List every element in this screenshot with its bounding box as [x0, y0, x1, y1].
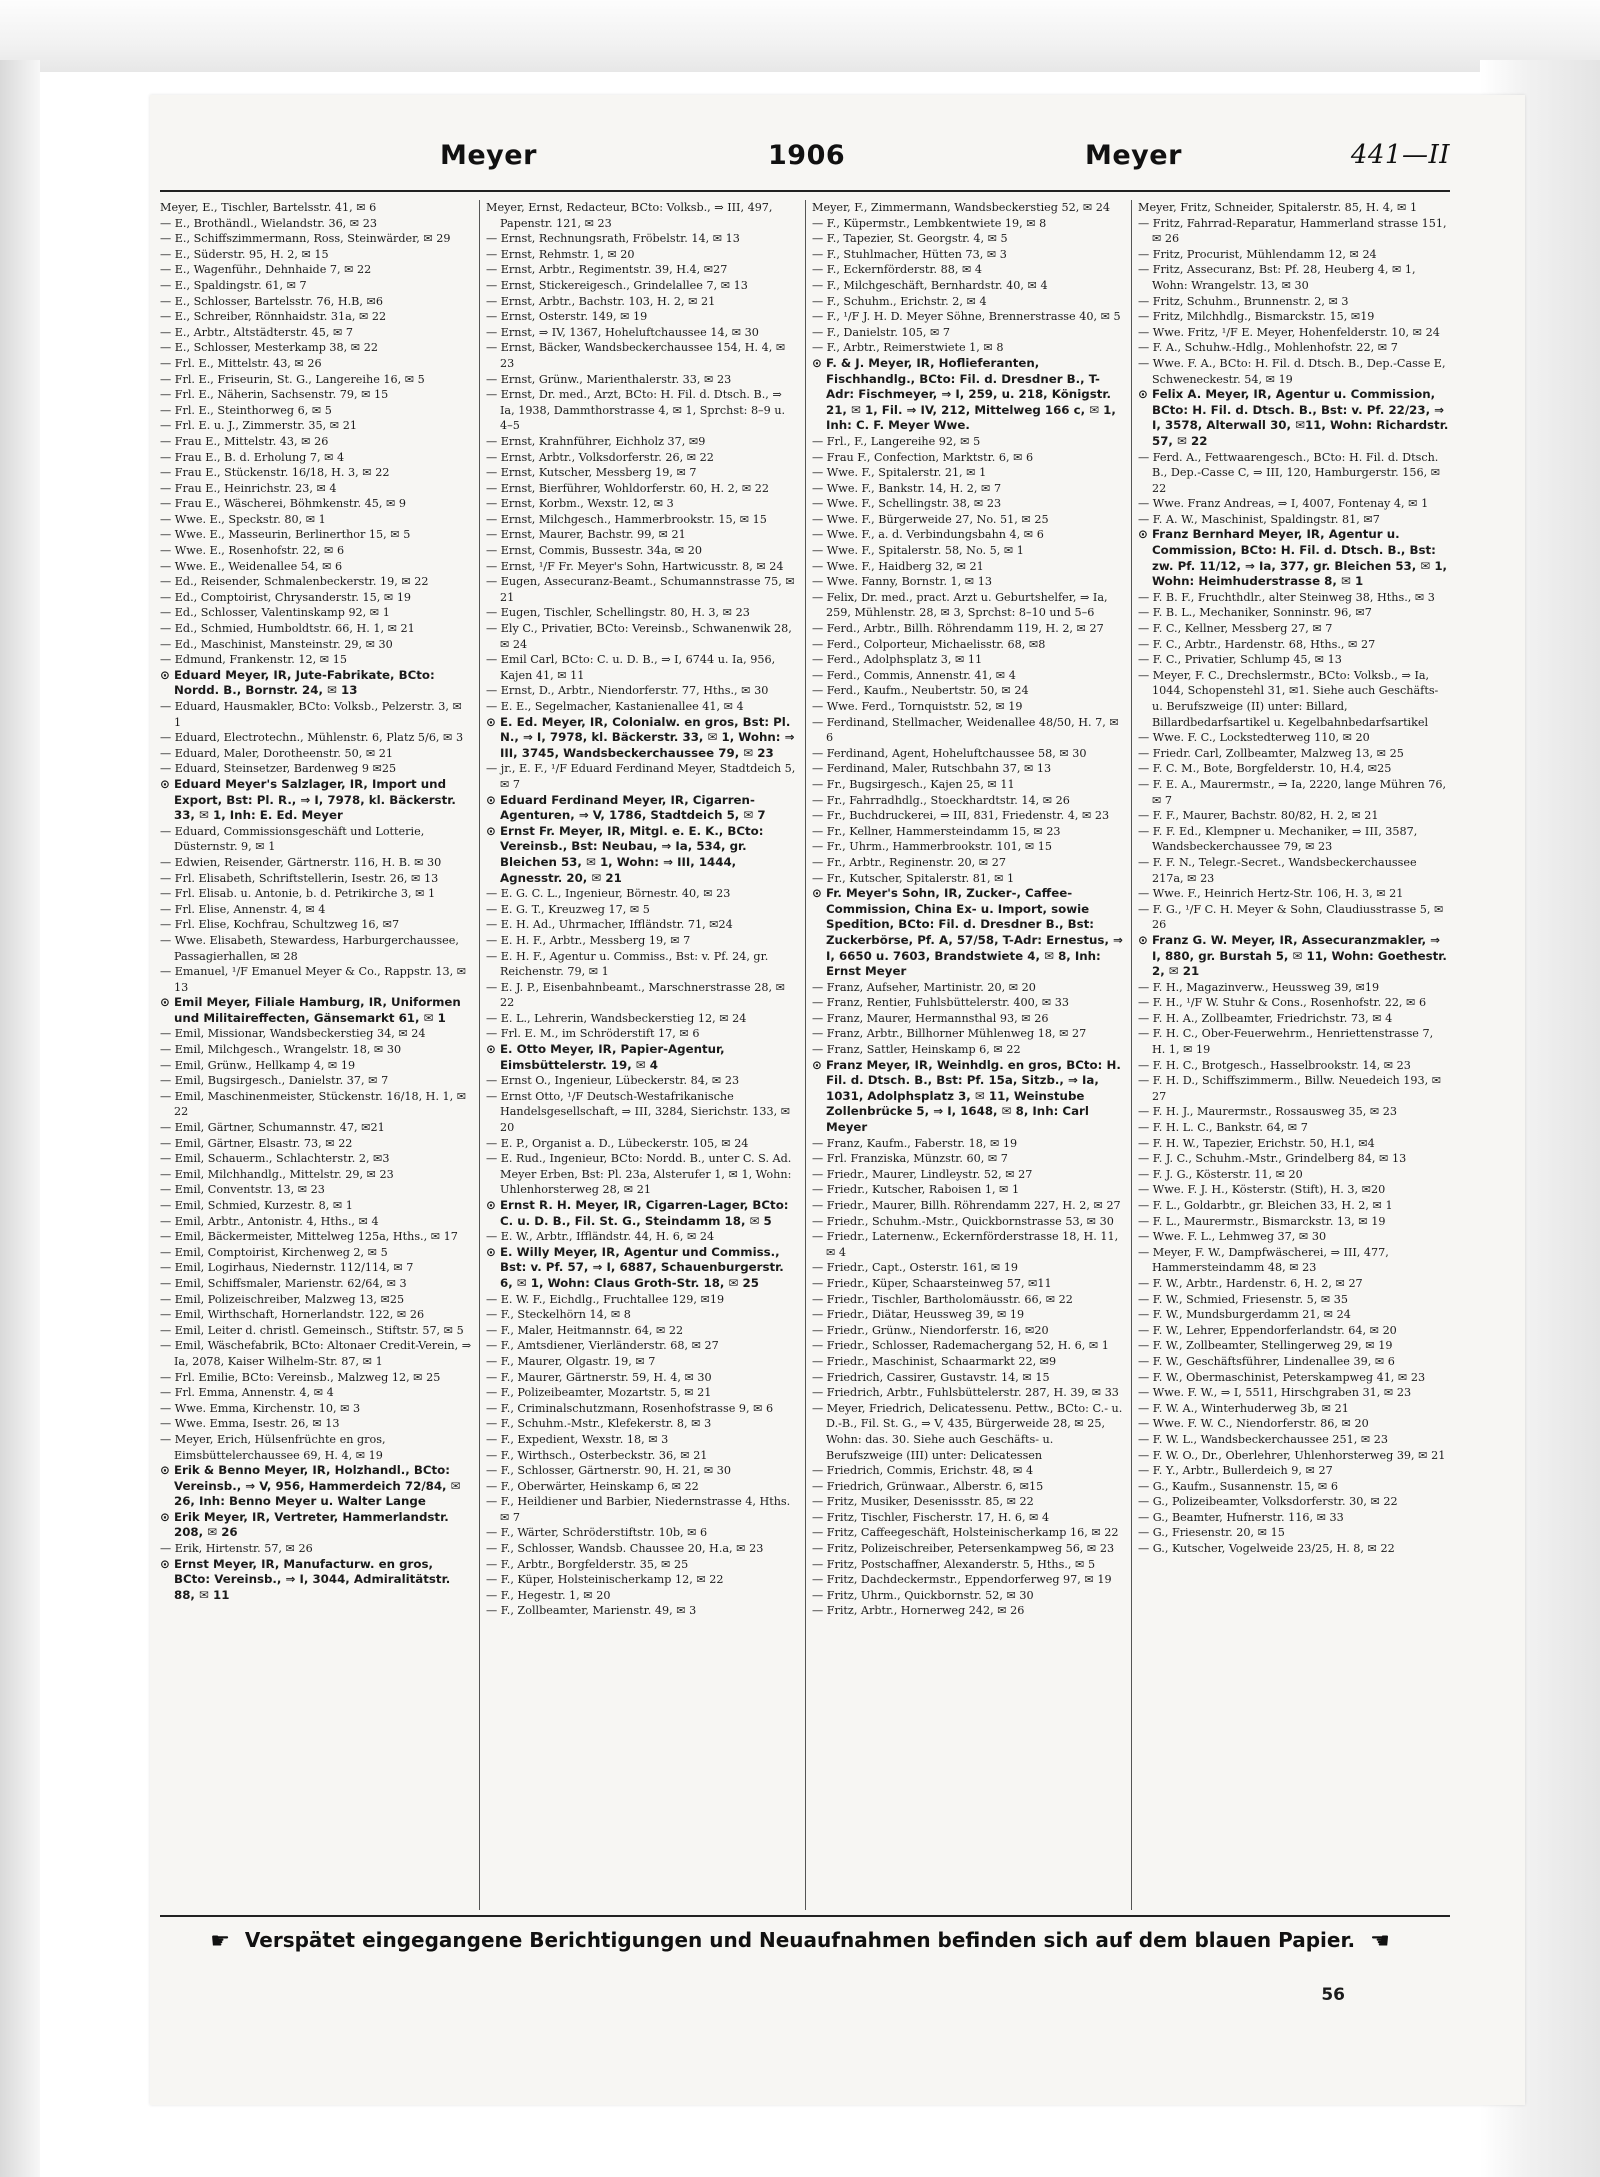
directory-entry: — F. H. D., Schiffszimmerm., Billw. Neuedeich 193, ✉ 27: [1138, 1074, 1442, 1103]
directory-entry: — Ernst, Rehmstr. 1, ✉ 20: [486, 247, 635, 261]
directory-entry: — E., Spaldingstr. 61, ✉ 7: [160, 278, 307, 292]
directory-entry: — F. W., Lehrer, Eppendorferlandstr. 64, ✉ 20: [1138, 1323, 1397, 1337]
directory-entry: — F., Schlosser, Gärtnerstr. 90, H. 21, ✉ 30: [486, 1464, 732, 1478]
directory-entry: — Fr., Uhrm., Hammerbrookstr. 101, ✉ 15: [812, 840, 1053, 854]
directory-entry: — Ferd., Kaufm., Neubertstr. 50, ✉ 24: [812, 684, 1029, 698]
directory-entry: — E. H. Ad., Uhrmacher, Iffländstr. 71, ✉24: [486, 918, 733, 932]
directory-entry: — F. H., ¹/F W. Stuhr & Cons., Rosenhofstr. 22, ✉ 6: [1138, 996, 1427, 1010]
firm-entry: ⊙ Felix A. Meyer, IR, Agentur u. Commission, BCto: H. Fil. d. Dtsch. B., Bst: v. Pf. 22/23, ⇒ I, 3578, Alterwall 30, ✉11, Wohn: Richardstr. 57, ✉ 22: [1138, 387, 1449, 448]
directory-entry: — E. H. F., Arbtr., Messberg 19, ✉ 7: [486, 933, 691, 947]
directory-entry: — Frl. Elise, Annenstr. 4, ✉ 4: [160, 902, 326, 916]
directory-entry: — F. W. A., Winterhuderweg 3b, ✉ 21: [1138, 1401, 1349, 1415]
directory-entry: — F. A., Schuhw.-Hdlg., Mohlenhofstr. 22, ✉ 7: [1138, 341, 1398, 355]
directory-entry: — Frau E., B. d. Erholung 7, ✉ 4: [160, 450, 345, 464]
directory-entry: — F. F. Ed., Klempner u. Mechaniker, ⇒ III, 3587, Wandsbeckerchaussee 79, ✉ 23: [1138, 824, 1418, 854]
firm-entry: ⊙ Eduard Meyer's Salzlager, IR, Import und Export, Bst: Pl. R., ⇒ I, 7978, kl. Bäckerstr. 33, ✉ 1, Inh: E. Ed. Meyer: [160, 776, 456, 823]
directory-entry: — Fritz, Schuhm., Brunnenstr. 2, ✉ 3: [1138, 294, 1349, 308]
header-surname-left: Meyer: [440, 140, 537, 171]
directory-entry: — F. C. M., Bote, Borgfelderstr. 10, H.4, ✉25: [1138, 762, 1392, 776]
directory-entry: — F. L., Maurermstr., Bismarckstr. 13, ✉ 19: [1138, 1214, 1386, 1228]
directory-entry: — Emil, Logirhaus, Niedernstr. 112/114, ✉ 7: [160, 1261, 414, 1275]
directory-entry: — F. C., Kellner, Messberg 27, ✉ 7: [1138, 622, 1333, 636]
firm-entry: ⊙ Emil Meyer, Filiale Hamburg, IR, Uniformen und Militaireffecten, Gänsemarkt 61, ✉ 1: [160, 995, 461, 1025]
directory-entry: — F., Küper, Holsteinischerkamp 12, ✉ 22: [486, 1573, 724, 1587]
directory-entry: — Frl. E., Mittelstr. 43, ✉ 26: [160, 356, 322, 370]
directory-entry: — F. A. W., Maschinist, Spaldingstr. 81, ✉7: [1138, 512, 1380, 526]
directory-entry: — Ed., Maschinist, Mansteinstr. 29, ✉ 30: [160, 637, 393, 651]
directory-entry: — F. H. J., Maurermstr., Rossausweg 35, ✉ 23: [1138, 1105, 1397, 1119]
directory-entry: — Ernst, Korbm., Wexstr. 12, ✉ 3: [486, 497, 674, 511]
pointing-hand-right-icon: ☛: [210, 1928, 230, 1954]
header-surname-right: Meyer: [1085, 140, 1182, 171]
directory-entry: — F. J. G., Kösterstr. 11, ✉ 20: [1138, 1167, 1303, 1181]
directory-entry: — Frl. Elisabeth, Schriftstellerin, Isestr. 26, ✉ 13: [160, 871, 439, 885]
directory-entry: — F. J. C., Schuhm.-Mstr., Grindelberg 84, ✉ 13: [1138, 1152, 1407, 1166]
directory-entry: — Wwe. F. L., Lehmweg 37, ✉ 30: [1138, 1230, 1327, 1244]
directory-entry: — Emil, Schmied, Kurzestr. 8, ✉ 1: [160, 1199, 353, 1212]
header-rule: [160, 190, 1450, 192]
directory-entry: — F., Arbtr., Borgfelderstr. 35, ✉ 25: [486, 1557, 689, 1571]
directory-entry: — Frl. E., Friseurin, St. G., Langereihe 16, ✉ 5: [160, 372, 425, 386]
directory-entry: Meyer, F., Zimmermann, Wandsbeckerstieg 52, ✉ 24: [812, 201, 1111, 214]
directory-entry: — Fr., Arbtr., Reginenstr. 20, ✉ 27: [812, 855, 1006, 869]
directory-entry: — Felix, Dr. med., pract. Arzt u. Geburtshelfer, ⇒ Ia, 259, Mühlenstr. 28, ✉ 3, Sprchst: 8–10 und 5–6: [812, 590, 1108, 620]
directory-entry: — Emil, Maschinenmeister, Stückenstr. 16/18, H. 1, ✉ 22: [160, 1089, 467, 1119]
directory-entry: — Friedr., Maschinist, Schaarmarkt 22, ✉9: [812, 1354, 1057, 1368]
directory-entry: — F., Maurer, Olgastr. 19, ✉ 7: [486, 1354, 656, 1368]
directory-entry: — Ernst, Kutscher, Messberg 19, ✉ 7: [486, 466, 697, 480]
firm-entry: ⊙ Franz Bernhard Meyer, IR, Agentur u. Commission, BCto: H. Fil. d. Dtsch. B., Bst: zw. Pf. 11/12, ⇒ Ia, 377, gr. Bleichen 53, ✉ 1, Wohn: Heimhuderstrasse 8, ✉ 1: [1138, 527, 1448, 589]
directory-entry: — F., Amtsdiener, Vierländerstr. 68, ✉ 27: [486, 1339, 719, 1353]
directory-entry: — Fritz, Postschaffner, Alexanderstr. 5, Hths., ✉ 5: [812, 1557, 1096, 1571]
directory-entry: — Wwe. F., Spitalerstr. 58, No. 5, ✉ 1: [812, 544, 1024, 558]
directory-entry: — Wwe. F. J. H., Kösterstr. (Stift), H. 3, ✉20: [1138, 1183, 1386, 1197]
directory-entry: — Emil, Wirthschaft, Hornerlandstr. 122, ✉ 26: [160, 1308, 425, 1322]
directory-entry: — F. W. O., Dr., Oberlehrer, Uhlenhorsterweg 39, ✉ 21: [1138, 1448, 1446, 1462]
directory-entry: — Wwe. F., a. d. Verbindungsbahn 4, ✉ 6: [812, 528, 1044, 542]
directory-entry: — F. W., Obermaschinist, Peterskampweg 41, ✉ 23: [1138, 1370, 1426, 1384]
directory-entry: — Ernst O., Ingenieur, Lübeckerstr. 84, ✉ 23: [486, 1074, 740, 1088]
directory-entry: — Friedr., Schlosser, Rademachergang 52, H. 6, ✉ 1: [812, 1339, 1109, 1353]
directory-entry: — Wwe. Ferd., Tornquiststr. 52, ✉ 19: [812, 700, 1023, 713]
directory-entry: — E. G. C. L., Ingenieur, Börnestr. 40, ✉ 23: [486, 887, 731, 901]
directory-entry: — Fr., Buchdruckerei, ⇒ III, 831, Friedenstr. 4, ✉ 23: [812, 809, 1110, 823]
directory-entry: — Friedrich, Cassirer, Gustavstr. 14, ✉ 15: [812, 1370, 1050, 1384]
directory-entry: — Emil, Leiter d. christl. Gemeinsch., Stiftstr. 57, ✉ 5: [160, 1323, 464, 1337]
directory-entry: — Franz, Kaufm., Faberstr. 18, ✉ 19: [812, 1136, 1018, 1150]
directory-entry: — Wwe. F., Heinrich Hertz-Str. 106, H. 3, ✉ 21: [1138, 887, 1404, 901]
firm-entry: ⊙ Erik & Benno Meyer, IR, Holzhandl., BCto: Vereinsb., ⇒ V, 956, Hammerdeich 72/84, ✉ 26, Inh: Benno Meyer u. Walter Lange: [160, 1463, 461, 1509]
directory-entry: — Emil, Gärtner, Elsastr. 73, ✉ 22: [160, 1136, 353, 1150]
directory-entry: — F., Oberwärter, Heinskamp 6, ✉ 22: [486, 1479, 699, 1493]
directory-entry: — E., Arbtr., Altstädterstr. 45, ✉ 7: [160, 325, 353, 339]
directory-entry: — E. E., Segelmacher, Kastanienallee 41, ✉ 4: [486, 700, 744, 713]
directory-entry: — Fritz, Musiker, Desenissstr. 85, ✉ 22: [812, 1495, 1034, 1509]
directory-entry: — Ernst, ¹/F Fr. Meyer's Sohn, Hartwicusstr. 8, ✉ 24: [486, 559, 784, 573]
directory-entry: — F., Küpermstr., Lembkentwiete 19, ✉ 8: [812, 216, 1047, 230]
directory-entry: — Franz, Aufseher, Martinistr. 20, ✉ 20: [812, 980, 1036, 994]
directory-column-1: [160, 200, 472, 1910]
directory-entry: — Emil, Gärtner, Schumannstr. 47, ✉21: [160, 1121, 385, 1135]
directory-entry: — Friedr., Maurer, Lindleystr. 52, ✉ 27: [812, 1167, 1033, 1181]
directory-entry: — Ed., Schlosser, Valentinskamp 92, ✉ 1: [160, 606, 390, 620]
directory-entry: — Ernst, Osterstr. 149, ✉ 19: [486, 310, 648, 324]
directory-entry: — Friedr., Kutscher, Raboisen 1, ✉ 1: [812, 1183, 1020, 1197]
directory-entry: — Ferd., Colporteur, Michaelisstr. 68, ✉8: [812, 637, 1046, 651]
directory-entry: — E. H. F., Agentur u. Commiss., Bst: v. Pf. 24, gr. Reichenstr. 79, ✉ 1: [486, 949, 769, 979]
directory-entry: — Wwe. F. C., Lockstedterweg 110, ✉ 20: [1138, 731, 1370, 745]
directory-entry: — Wwe. F., Haidberg 32, ✉ 21: [812, 559, 984, 573]
directory-entry: — Friedr., Küper, Schaarsteinweg 57, ✉11: [812, 1276, 1052, 1290]
directory-entry: — Ernst, Grünw., Marienthalerstr. 33, ✉ 23: [486, 372, 732, 386]
directory-entry: — Friedr., Diätar, Heussweg 39, ✉ 19: [812, 1308, 1025, 1322]
directory-entry: — Eugen, Assecuranz-Beamt., Schumannstrasse 75, ✉ 21: [486, 575, 795, 604]
directory-entry: — Frau E., Wäscherei, Böhmkenstr. 45, ✉ 9: [160, 497, 407, 511]
directory-entry: — Frl. Elisab. u. Antonie, b. d. Petrikirche 3, ✉ 1: [160, 887, 436, 901]
directory-entry: — G., Kutscher, Vogelweide 23/25, H. 8, ✉ 22: [1138, 1542, 1395, 1556]
firm-entry: ⊙ Franz Meyer, IR, Weinhdlg. en gros, BCto: H. Fil. d. Dtsch. B., Bst: Pf. 15a, Sitzb., ⇒ Ia, 1031, Adolphsplatz 3, ✉ 11, Weinstube Zollenbrücke 5, ⇒ I, 1648, ✉ 8, Inh: Carl Meyer: [812, 1057, 1121, 1135]
directory-entry: — Frl. Franziska, Münzstr. 60, ✉ 7: [812, 1152, 1008, 1166]
directory-entry: — Franz, Sattler, Heinskamp 6, ✉ 22: [812, 1043, 1021, 1057]
directory-entry: — Fritz, Milchhdlg., Bismarckstr. 15, ✉19: [1138, 310, 1375, 324]
scan-border-top: [0, 0, 1600, 72]
directory-entry: — F. H., Magazinverw., Heussweg 39, ✉19: [1138, 980, 1380, 994]
firm-entry: ⊙ F. & J. Meyer, IR, Hoflieferanten, Fischhandlg., BCto: Fil. d. Dresdner B., T-Adr: Fischmeyer, ⇒ I, 259, u. 218, Königstr. 21, ✉ 1, Fil. ⇒ IV, 212, Mittelweg 166 c, ✉ 1, Inh: C. F. Meyer Wwe.: [812, 355, 1116, 433]
directory-entry: — Fritz, Caffeegeschäft, Holsteinischerkamp 16, ✉ 22: [812, 1526, 1119, 1540]
directory-entry: — Wwe. E., Weidenallee 54, ✉ 6: [160, 559, 343, 573]
directory-entry: — Frl. Elise, Kochfrau, Schultzweg 16, ✉7: [160, 918, 400, 932]
directory-entry: — Wwe. F., Schellingstr. 38, ✉ 23: [812, 497, 1002, 511]
directory-entry: — F. E. A., Maurermstr., ⇒ Ia, 2220, lange Mühren 76, ✉ 7: [1138, 777, 1447, 807]
firm-entry: ⊙ Ernst R. H. Meyer, IR, Cigarren-Lager, BCto: C. u. D. B., Fil. St. G., Steindamm 18, ✉ 5: [486, 1198, 789, 1228]
directory-entry: — Fritz, Assecuranz, Bst: Pf. 28, Heuberg 4, ✉ 1, Wohn: Wrangelstr. 13, ✉ 30: [1138, 263, 1416, 292]
directory-column-3: [812, 200, 1124, 1910]
directory-entry: — Eduard, Steinsetzer, Bardenweg 9 ✉25: [160, 762, 397, 776]
directory-entry: — Frau E., Mittelstr. 43, ✉ 26: [160, 434, 329, 448]
directory-entry: — F. W., Zollbeamter, Stellingerweg 29, ✉ 19: [1138, 1339, 1393, 1353]
directory-entry: — Ferd., Commis, Annenstr. 41, ✉ 4: [812, 668, 1016, 682]
directory-entry: — E., Schiffszimmermann, Ross, Steinwärder, ✉ 29: [160, 232, 451, 246]
firm-entry: ⊙ E. Willy Meyer, IR, Agentur und Commiss., Bst: v. Pf. 57, ⇒ I, 6887, Schauenburgerstr. 6, ✉ 1, Wohn: Claus Groth-Str. 18, ✉ 25: [486, 1244, 784, 1290]
directory-entry: — F. Y., Arbtr., Bullerdeich 9, ✉ 27: [1138, 1464, 1333, 1478]
directory-entry: — Ferdinand, Agent, Hoheluftchaussee 58, ✉ 30: [812, 746, 1087, 760]
directory-entry: — E. G. T., Kreuzweg 17, ✉ 5: [486, 902, 650, 916]
directory-entry: — Fr., Fahrradhdlg., Stoeckhardtstr. 14, ✉ 26: [812, 793, 1070, 807]
directory-entry: — Meyer, Friedrich, Delicatessenu. Pettw., BCto: C.- u. D.-B., Fil. St. G., ⇒ V, 435, Bürgerweide 28, ✉ 25, Wohn: das. 30. Siehe auch Geschäfts- u. Berufszweige (III) unter: Delicatessen: [812, 1401, 1123, 1462]
directory-entry: — Friedrich, Commis, Erichstr. 48, ✉ 4: [812, 1464, 1034, 1478]
directory-entry: — Ed., Reisender, Schmalenbeckerstr. 19, ✉ 22: [160, 575, 429, 589]
directory-entry: — Friedr., Maurer, Billh. Röhrendamm 227, H. 2, ✉ 27: [812, 1199, 1121, 1212]
directory-entry: — Friedr., Capt., Osterstr. 161, ✉ 19: [812, 1261, 1019, 1275]
directory-entry: Meyer, Ernst, Redacteur, BCto: Volksb., ⇒ III, 497, Papenstr. 121, ✉ 23: [486, 201, 773, 230]
directory-entry: — F., Danielstr. 105, ✉ 7: [812, 325, 951, 339]
directory-entry: — Fr., Bugsirgesch., Kajen 25, ✉ 11: [812, 777, 1015, 791]
directory-entry: — Emil, Conventstr. 13, ✉ 23: [160, 1183, 325, 1197]
directory-entry: — Frl. Emma, Annenstr. 4, ✉ 4: [160, 1386, 334, 1400]
directory-entry: — Fritz, Dachdeckermstr., Eppendorferweg 97, ✉ 19: [812, 1573, 1112, 1587]
directory-entry: — F. H. C., Ober-Feuerwehrm., Henriettenstrasse 7, H. 1, ✉ 19: [1138, 1027, 1434, 1057]
directory-entry: — E., Wagenführ., Dehnhaide 7, ✉ 22: [160, 263, 372, 277]
directory-entry: — E., Brothändl., Wielandstr. 36, ✉ 23: [160, 216, 377, 230]
directory-entry: — Ernst, Bierführer, Wohldorferstr. 60, H. 2, ✉ 22: [486, 481, 770, 495]
directory-entry: — E. W. F., Eichdlg., Fruchtallee 129, ✉19: [486, 1292, 725, 1306]
directory-entry: — Emil, Schauerm., Schlachterstr. 2, ✉3: [160, 1152, 390, 1166]
directory-entry: — Ernst, Stickereigesch., Grindelallee 7, ✉ 13: [486, 278, 748, 292]
directory-entry: — Ferdinand, Maler, Rutschbahn 37, ✉ 13: [812, 762, 1052, 776]
directory-entry: — Wwe. E., Speckstr. 80, ✉ 1: [160, 512, 326, 526]
directory-entry: Meyer, Fritz, Schneider, Spitalerstr. 85, H. 4, ✉ 1: [1138, 201, 1418, 214]
directory-entry: — Fritz, Fahrrad-Reparatur, Hammerland strasse 151, ✉ 26: [1138, 216, 1447, 246]
directory-entry: — Emil Carl, BCto: C. u. D. B., ⇒ I, 6744 u. Ia, 956, Kajen 41, ✉ 11: [486, 653, 776, 682]
directory-entry: — Frl. E. u. J., Zimmerstr. 35, ✉ 21: [160, 419, 357, 433]
directory-entry: — Ernst, Arbtr., Volksdorferstr. 26, ✉ 22: [486, 450, 714, 464]
directory-entry: — Eduard, Maler, Dorotheenstr. 50, ✉ 21: [160, 746, 394, 760]
directory-entry: — Edwien, Reisender, Gärtnerstr. 116, H. B. ✉ 30: [160, 855, 442, 869]
directory-entry: — Franz, Maurer, Hermannsthal 93, ✉ 26: [812, 1011, 1049, 1025]
directory-entry: — E. L., Lehrerin, Wandsbeckerstieg 12, ✉ 24: [486, 1011, 747, 1025]
directory-entry: — Meyer, Erich, Hülsenfrüchte en gros, Eimsbüttelerchaussee 69, H. 4, ✉ 19: [160, 1432, 386, 1462]
directory-entry: — F. H. W., Tapezier, Erichstr. 50, H.1, ✉4: [1138, 1136, 1375, 1150]
directory-entry: — Emil, Arbtr., Antonistr. 4, Hths., ✉ 4: [160, 1214, 379, 1228]
directory-entry: — G., Polizeibeamter, Volksdorferstr. 30, ✉ 22: [1138, 1495, 1398, 1509]
directory-entry: — E., Schlosser, Mesterkamp 38, ✉ 22: [160, 341, 378, 355]
page-header: [160, 140, 1450, 190]
directory-entry: — F. F., Maurer, Bachstr. 80/82, H. 2, ✉ 21: [1138, 809, 1379, 823]
directory-entry: — Ferdinand, Stellmacher, Weidenallee 48/50, H. 7, ✉ 6: [812, 715, 1119, 745]
directory-entry: — Fr., Kellner, Hammersteindamm 15, ✉ 23: [812, 824, 1061, 838]
directory-entry: — Ernst, Milchgesch., Hammerbrookstr. 15, ✉ 15: [486, 512, 767, 526]
directory-entry: — F., Expedient, Wexstr. 18, ✉ 3: [486, 1432, 669, 1446]
directory-entry: — F., Steckelhörn 14, ✉ 8: [486, 1308, 631, 1322]
directory-entry: — Wwe. Emma, Isestr. 26, ✉ 13: [160, 1417, 340, 1431]
directory-entry: — E., Schreiber, Rönnhaidstr. 31a, ✉ 22: [160, 310, 387, 324]
directory-entry: — Ferd., Arbtr., Billh. Röhrendamm 119, H. 2, ✉ 27: [812, 622, 1104, 636]
directory-entry: — Fritz, Tischler, Fischerstr. 17, H. 6, ✉ 4: [812, 1510, 1050, 1524]
directory-entry: — Emil, Bugsirgesch., Danielstr. 37, ✉ 7: [160, 1074, 389, 1088]
directory-entry: — F. H. A., Zollbeamter, Friedrichstr. 73, ✉ 4: [1138, 1011, 1393, 1025]
firm-entry: ⊙ Eduard Meyer, IR, Jute-Fabrikate, BCto: Nordd. B., Bornstr. 24, ✉ 13: [160, 667, 435, 698]
directory-entry: — F., Tapezier, St. Georgstr. 4, ✉ 5: [812, 232, 1008, 246]
directory-entry: — F., Zollbeamter, Marienstr. 49, ✉ 3: [486, 1604, 697, 1618]
directory-entry: — Fritz, Arbtr., Hornerweg 242, ✉ 26: [812, 1604, 1025, 1618]
directory-entry: — F., Wärter, Schröderstiftstr. 10b, ✉ 6: [486, 1526, 708, 1540]
directory-entry: — F. W., Arbtr., Hardenstr. 6, H. 2, ✉ 27: [1138, 1276, 1363, 1290]
directory-entry: — Emil, Schiffsmaler, Marienstr. 62/64, ✉ 3: [160, 1276, 407, 1290]
directory-entry: — G., Friesenstr. 20, ✉ 15: [1138, 1526, 1285, 1540]
directory-entry: — F. G., ¹/F C. H. Meyer & Sohn, Claudiusstrasse 5, ✉ 26: [1138, 902, 1444, 932]
directory-entry: — jr., E. F., ¹/F Eduard Ferdinand Meyer, Stadtdeich 5, ✉ 7: [486, 762, 796, 791]
directory-entry: — Frau E., Heinrichstr. 23, ✉ 4: [160, 481, 337, 495]
directory-entry: — Ernst, Rechnungsrath, Fröbelstr. 14, ✉ 13: [486, 232, 740, 246]
directory-entry: — Ernst, Krahnführer, Eichholz 37, ✉9: [486, 434, 706, 448]
directory-entry: — Wwe. F. A., BCto: H. Fil. d. Dtsch. B., Dep.-Casse E, Schweneckestr. 54, ✉ 19: [1138, 356, 1446, 386]
directory-entry: — F. W., Geschäftsführer, Lindenallee 39, ✉ 6: [1138, 1354, 1395, 1368]
directory-entry: — Ernst, Arbtr., Bachstr. 103, H. 2, ✉ 21: [486, 294, 716, 308]
directory-entry: — Ernst, Maurer, Bachstr. 99, ✉ 21: [486, 528, 686, 542]
directory-entry: — Meyer, F. C., Drechslermstr., BCto: Volksb., ⇒ Ia, 1044, Schopenstehl 31, ✉1. Siehe auch Geschäfts- u. Berufszweige (II) unter: Billard, Billardbedarfsartikel u. Kegelbahnbedarfsartikel: [1138, 668, 1439, 729]
directory-entry: — Ernst, Arbtr., Regimentstr. 39, H.4, ✉27: [486, 263, 728, 277]
directory-columns: [160, 200, 1450, 1910]
directory-entry: — Frl. Emilie, BCto: Vereinsb., Malzweg 12, ✉ 25: [160, 1370, 441, 1384]
directory-column-2: [486, 200, 798, 1910]
directory-entry: — Frl. E., Näherin, Sachsenstr. 79, ✉ 15: [160, 388, 389, 402]
directory-entry: — Erik, Hirtenstr. 57, ✉ 26: [160, 1542, 313, 1556]
directory-entry: — Fritz, Procurist, Mühlendamm 12, ✉ 24: [1138, 247, 1377, 261]
directory-entry: — F., Milchgeschäft, Bernhardstr. 40, ✉ 4: [812, 278, 1048, 292]
directory-entry: — F., Hegestr. 1, ✉ 20: [486, 1588, 611, 1602]
directory-entry: — Frl. E. M., im Schröderstift 17, ✉ 6: [486, 1027, 700, 1041]
directory-entry: — F., Schuhm.-Mstr., Klefekerstr. 8, ✉ 3: [486, 1417, 712, 1431]
pointing-hand-left-icon: ☚: [1370, 1928, 1390, 1954]
directory-entry: — Fritz, Uhrm., Quickbornstr. 52, ✉ 30: [812, 1588, 1034, 1602]
directory-entry: — Friedrich, Arbtr., Fuhlsbüttelerstr. 287, H. 39, ✉ 33: [812, 1386, 1119, 1400]
directory-entry: — Wwe. E., Rosenhofstr. 22, ✉ 6: [160, 544, 345, 558]
directory-entry: — Frl. E., Steinthorweg 6, ✉ 5: [160, 403, 332, 417]
directory-entry: — Frl., F., Langereihe 92, ✉ 5: [812, 434, 981, 448]
directory-entry: — F. W., Mundsburgerdamm 21, ✉ 24: [1138, 1308, 1351, 1322]
directory-entry: — Wwe. F., Bürgerweide 27, No. 51, ✉ 25: [812, 512, 1049, 526]
directory-entry: — F., Arbtr., Reimerstwiete 1, ✉ 8: [812, 341, 1004, 355]
directory-entry: — Emil, Milchgesch., Wrangelstr. 18, ✉ 30: [160, 1043, 402, 1057]
directory-entry: — Ed., Comptoirist, Chrysanderstr. 15, ✉ 19: [160, 590, 412, 604]
directory-entry: — Wwe. Franz Andreas, ⇒ I, 4007, Fontenay 4, ✉ 1: [1138, 497, 1429, 511]
directory-entry: — Wwe. Emma, Kirchenstr. 10, ✉ 3: [160, 1401, 361, 1415]
directory-entry: — Wwe. Fritz, ¹/F E. Meyer, Hohenfelderstr. 10, ✉ 24: [1138, 325, 1440, 339]
sheet-number: 56: [1321, 1985, 1345, 2005]
directory-entry: — Edmund, Frankenstr. 12, ✉ 15: [160, 653, 347, 667]
directory-entry: — F. L., Goldarbtr., gr. Bleichen 33, H. 2, ✉ 1: [1138, 1199, 1393, 1212]
directory-entry: — Ely C., Privatier, BCto: Vereinsb., Schwanenwik 28, ✉ 24: [486, 622, 792, 651]
directory-entry: — Friedr., Tischler, Bartholomäusstr. 66, ✉ 22: [812, 1292, 1073, 1306]
directory-entry: — F. F. N., Telegr.-Secret., Wandsbeckerchaussee 217a, ✉ 23: [1138, 855, 1417, 885]
directory-entry: — Meyer, F. W., Dampfwäscherei, ⇒ III, 477, Hammersteindamm 48, ✉ 23: [1138, 1245, 1389, 1275]
directory-entry: — Ferd. A., Fettwaarengesch., BCto: H. Fil. d. Dtsch. B., Dep.-Casse C, ⇒ III, 120, Hamburgerstr. 156, ✉ 22: [1138, 450, 1441, 495]
directory-entry: — Wwe. F., Bankstr. 14, H. 2, ✉ 7: [812, 481, 1002, 495]
directory-entry: — Friedr., Laternenw., Eckernförderstrasse 18, H. 11, ✉ 4: [812, 1230, 1119, 1259]
directory-entry: — Ernst Otto, ¹/F Deutsch-Westafrikanische Handelsgesellschaft, ⇒ III, 3284, Sierichstr. 133, ✉ 20: [486, 1089, 791, 1135]
directory-entry: — Emil, Missionar, Wandsbeckerstieg 34, ✉ 24: [160, 1027, 426, 1041]
directory-entry: — Franz, Arbtr., Billhorner Mühlenweg 18, ✉ 27: [812, 1027, 1087, 1041]
directory-entry: — Emil, Polizeischreiber, Malzweg 13, ✉25: [160, 1292, 405, 1306]
directory-entry: — Emil, Comptoirist, Kirchenweg 2, ✉ 5: [160, 1245, 388, 1259]
directory-entry: — Franz, Rentier, Fuhlsbüttelerstr. 400, ✉ 33: [812, 996, 1070, 1010]
directory-entry: — Emil, Grünw., Hellkamp 4, ✉ 19: [160, 1058, 356, 1072]
directory-entry: — E. J. P., Eisenbahnbeamt., Marschnerstrasse 28, ✉ 22: [486, 980, 785, 1010]
directory-entry: — F. C., Privatier, Schlump 45, ✉ 13: [1138, 653, 1342, 667]
directory-entry: — Ferd., Adolphsplatz 3, ✉ 11: [812, 653, 983, 667]
footer-notice-text: Verspätet eingegangene Berichtigungen und Neuaufnahmen befinden sich auf dem blauen Papier.: [244, 1928, 1356, 1952]
directory-entry: — Wwe. F. W. C., Niendorferstr. 86, ✉ 20: [1138, 1417, 1369, 1431]
firm-entry: ⊙ Eduard Ferdinand Meyer, IR, Cigarren-Agenturen, ⇒ V, 1786, Stadtdeich 5, ✉ 7: [486, 792, 766, 823]
firm-entry: ⊙ E. Ed. Meyer, IR, Colonialw. en gros, Bst: Pl. N., ⇒ I, 7978, kl. Bäckerstr. 33, ✉ 1, Wohn: ⇒ III, 3745, Wandsbeckerchaussee 79, ✉ 23: [486, 714, 795, 760]
directory-entry: — Frau E., Stückenstr. 16/18, H. 3, ✉ 22: [160, 466, 390, 480]
directory-entry: — Eduard, Commissionsgeschäft und Lotterie, Düsternstr. 9, ✉ 1: [160, 824, 425, 854]
firm-entry: ⊙ Erik Meyer, IR, Vertreter, Hammerlandstr. 208, ✉ 26: [160, 1509, 449, 1540]
directory-entry: — F., Wirthsch., Osterbeckstr. 36, ✉ 21: [486, 1448, 708, 1462]
directory-entry: — F. W. L., Wandsbeckerchaussee 251, ✉ 23: [1138, 1432, 1388, 1446]
directory-entry: — F. H. L. C., Bankstr. 64, ✉ 7: [1138, 1121, 1308, 1135]
directory-entry: — F., Schuhm., Erichstr. 2, ✉ 4: [812, 294, 987, 308]
directory-entry: — F., Eckernförderstr. 88, ✉ 4: [812, 263, 983, 277]
directory-entry: — Ernst, Dr. med., Arzt, BCto: H. Fil. d. Dtsch. B., ⇒ Ia, 1938, Dammthorstrasse 4, ✉ 1, Sprchst: 8–9 u. 4–5: [486, 388, 786, 433]
directory-entry: — F. H. C., Brotgesch., Hasselbrookstr. 14, ✉ 23: [1138, 1058, 1411, 1072]
directory-entry: — Wwe. Fanny, Bornstr. 1, ✉ 13: [812, 575, 992, 589]
directory-entry: — Frau F., Confection, Marktstr. 6, ✉ 6: [812, 450, 1034, 464]
directory-entry: — F. W., Schmied, Friesenstr. 5, ✉ 35: [1138, 1292, 1349, 1306]
directory-entry: — Ernst, ⇒ IV, 1367, Hoheluftchaussee 14, ✉ 30: [486, 325, 759, 339]
directory-entry: — E. P., Organist a. D., Lübeckerstr. 105, ✉ 24: [486, 1136, 749, 1150]
firm-entry: ⊙ Fr. Meyer's Sohn, IR, Zucker-, Caffee-Commission, China Ex- u. Import, sowie Spedition, BCto: Fil. d. Dresdner B., Bst: Zuckerbörse, Pf. A, 57/58, T-Adr: Ernestus, ⇒ I, 6650 u. 7603, Brandstwiete 4, ✉ 8, Inh: Ernst Meyer: [812, 886, 1123, 979]
directory-entry: — Fr., Kutscher, Spitalerstr. 81, ✉ 1: [812, 871, 1015, 885]
directory-entry: — Ernst, D., Arbtr., Niendorferstr. 77, Hths., ✉ 30: [486, 684, 769, 698]
directory-entry: — Eduard, Electrotechn., Mühlenstr. 6, Platz 5/6, ✉ 3: [160, 731, 464, 745]
firm-entry: ⊙ Franz G. W. Meyer, IR, Assecuranzmakler, ⇒ I, 880, gr. Burstah 5, ✉ 11, Wohn: Goethestr. 2, ✉ 21: [1138, 932, 1447, 979]
directory-entry: — Wwe. Elisabeth, Stewardess, Harburgerchaussee, Passagierhallen, ✉ 28: [160, 933, 459, 963]
directory-entry: — F., Schlosser, Wandsb. Chaussee 20, H.a, ✉ 23: [486, 1542, 764, 1556]
directory-entry: — Friedrich, Grünwaar., Alberstr. 6, ✉15: [812, 1479, 1044, 1493]
directory-column-4: [1138, 200, 1450, 1910]
directory-entry: — Friedr. Carl, Zollbeamter, Malzweg 13, ✉ 25: [1138, 746, 1404, 760]
directory-entry: — Wwe. F., Spitalerstr. 21, ✉ 1: [812, 466, 987, 480]
directory-entry: — F., Maler, Heitmannstr. 64, ✉ 22: [486, 1323, 684, 1337]
directory-entry: — F., Maurer, Gärtnerstr. 59, H. 4, ✉ 30: [486, 1370, 712, 1384]
directory-entry: — F. B. L., Mechaniker, Sonninstr. 96, ✉7: [1138, 606, 1372, 620]
directory-entry: — F., Stuhlmacher, Hütten 73, ✉ 3: [812, 247, 1007, 261]
scan-border-left: [0, 60, 40, 2177]
directory-entry: — Emil, Wäschefabrik, BCto: Altonaer Credit-Verein, ⇒ Ia, 2078, Kaiser Wilhelm-Str. 87, ✉ 1: [160, 1339, 472, 1368]
directory-entry: — E., Süderstr. 95, H. 2, ✉ 15: [160, 247, 329, 261]
directory-entry: — Emil, Bäckermeister, Mittelweg 125a, Hths., ✉ 17: [160, 1230, 458, 1244]
directory-entry: — Ernst, Bäcker, Wandsbeckerchaussee 154, H. 4, ✉ 23: [486, 341, 786, 370]
directory-entry: — E. Rud., Ingenieur, BCto: Nordd. B., unter C. S. Ad. Meyer Erben, Bst: Pl. 23a, Alsterufer 1, ✉ 1, Wohn: Uhlenhorsterweg 28, ✉ 21: [486, 1152, 792, 1197]
directory-entry: — F. B. F., Fruchthdlr., alter Steinweg 38, Hths., ✉ 3: [1138, 590, 1435, 604]
firm-entry: ⊙ E. Otto Meyer, IR, Papier-Agentur, Eimsbüttelerstr. 19, ✉ 4: [486, 1042, 725, 1072]
firm-entry: ⊙ Ernst Meyer, IR, Manufacturw. en gros, BCto: Vereinsb., ⇒ I, 3044, Admiralitätstr. 88, ✉ 11: [160, 1556, 451, 1602]
directory-entry: — Ed., Schmied, Humboldtstr. 66, H. 1, ✉ 21: [160, 622, 415, 636]
header-year: 1906: [768, 140, 846, 171]
directory-entry: — E. W., Arbtr., Iffländstr. 44, H. 6, ✉ 24: [486, 1230, 715, 1244]
directory-entry: — G., Beamter, Hufnerstr. 116, ✉ 33: [1138, 1510, 1344, 1524]
directory-entry: — Wwe. F. W., ⇒ I, 5511, Hirschgraben 31, ✉ 23: [1138, 1386, 1412, 1400]
directory-entry: — Ernst, Commis, Bussestr. 34a, ✉ 20: [486, 544, 702, 558]
directory-entry: — F., Criminalschutzmann, Rosenhofstrasse 9, ✉ 6: [486, 1401, 774, 1415]
footer-rule: [160, 1915, 1450, 1917]
directory-entry: — Emil, Milchhandlg., Mittelstr. 29, ✉ 23: [160, 1167, 394, 1181]
directory-entry: — Eduard, Hausmakler, BCto: Volksb., Pelzerstr. 3, ✉ 1: [160, 700, 462, 729]
directory-entry: — Fritz, Polizeischreiber, Petersenkampweg 56, ✉ 23: [812, 1542, 1115, 1556]
header-page-number: 441—II: [1350, 140, 1450, 170]
directory-entry: Meyer, E., Tischler, Bartelsstr. 41, ✉ 6: [160, 201, 377, 214]
directory-entry: — F., ¹/F J. H. D. Meyer Söhne, Brennerstrasse 40, ✉ 5: [812, 310, 1121, 324]
directory-entry: — F. C., Arbtr., Hardenstr. 68, Hths., ✉ 27: [1138, 637, 1376, 651]
directory-entry: — E., Schlosser, Bartelsstr. 76, H.B, ✉6: [160, 294, 383, 308]
directory-entry: — G., Kaufm., Susannenstr. 15, ✉ 6: [1138, 1479, 1338, 1493]
footer-notice: [200, 1922, 1400, 1958]
directory-entry: — Friedr., Grünw., Niendorferstr. 16, ✉20: [812, 1323, 1049, 1337]
firm-entry: ⊙ Ernst Fr. Meyer, IR, Mitgl. e. E. K., BCto: Vereinsb., Bst: Neubau, ⇒ Ia, 534, gr. Bleichen 53, ✉ 1, Wohn: ⇒ III, 1444, Agnesstr. 20, ✉ 21: [486, 823, 764, 885]
directory-entry: — Eugen, Tischler, Schellingstr. 80, H. 3, ✉ 23: [486, 606, 750, 620]
directory-entry: — Wwe. E., Masseurin, Berlinerthor 15, ✉ 5: [160, 528, 411, 542]
directory-entry: — Friedr., Schuhm.-Mstr., Quickbornstrasse 53, ✉ 30: [812, 1214, 1114, 1228]
directory-entry: — F., Heildiener und Barbier, Niedernstrasse 4, Hths. ✉ 7: [486, 1495, 791, 1524]
directory-entry: — F., Polizeibeamter, Mozartstr. 5, ✉ 21: [486, 1386, 712, 1400]
directory-entry: — Emanuel, ¹/F Emanuel Meyer & Co., Rappstr. 13, ✉ 13: [160, 965, 467, 994]
